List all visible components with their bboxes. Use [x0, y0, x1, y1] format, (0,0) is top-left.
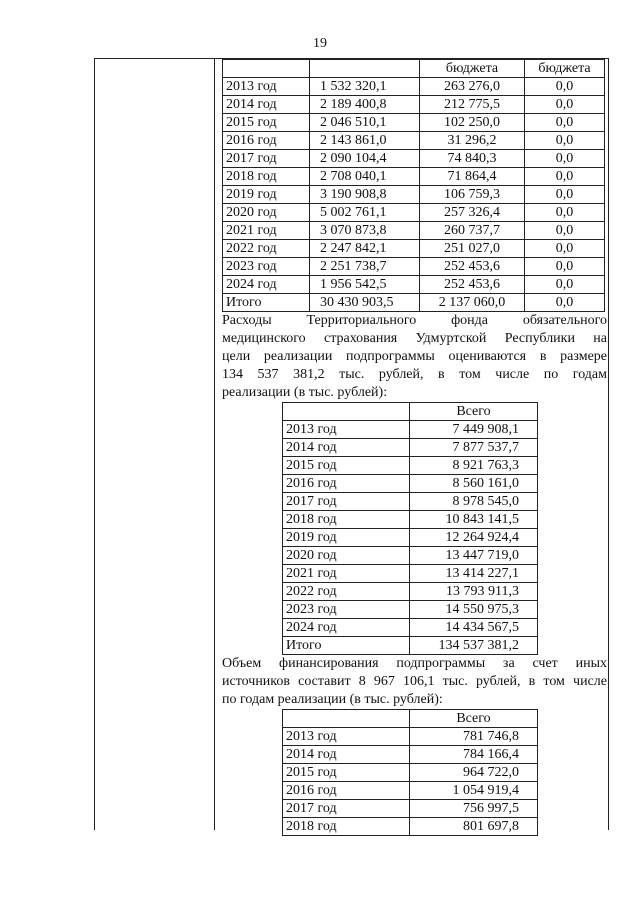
year-cell: 2014 год: [283, 746, 410, 764]
year-cell: 2022 год: [283, 583, 410, 601]
table-row: [223, 96, 605, 114]
document-frame: [94, 58, 609, 834]
year-cell: 2020 год: [283, 547, 410, 565]
year-cell: 2018 год: [283, 818, 410, 836]
table-cell: 0,0: [525, 168, 605, 186]
left-column: [95, 59, 215, 830]
table-cell: 2 137 060,0: [420, 294, 525, 312]
value-cell: 784 166,4: [410, 746, 538, 764]
paragraph-line: реализации (в тыс. рублей):: [222, 385, 388, 400]
table-cell: 2 247 842,1: [310, 240, 420, 258]
table-cell: 260 737,7: [420, 222, 525, 240]
table-cell: 0,0: [525, 78, 605, 96]
year-cell: 2024 год: [283, 619, 410, 637]
table-cell: 31 296,2: [420, 132, 525, 150]
table-row: [283, 439, 538, 457]
table-cell: 2017 год: [223, 150, 310, 168]
table-row: [223, 240, 605, 258]
value-cell: 964 722,0: [410, 764, 538, 782]
header-cell: бюджета: [525, 60, 605, 78]
table-row: [223, 150, 605, 168]
table-row: [283, 547, 538, 565]
value-cell: 13 447 719,0: [410, 547, 538, 565]
table-cell: 3 190 908,8: [310, 186, 420, 204]
table-cell: 2 251 738,7: [310, 258, 420, 276]
value-cell: 1 054 919,4: [410, 782, 538, 800]
table-row: [223, 204, 605, 222]
year-cell: 2021 год: [283, 565, 410, 583]
table-cell: 2016 год: [223, 132, 310, 150]
value-cell: 8 921 763,3: [410, 457, 538, 475]
header-cell: [223, 60, 310, 78]
table-row: [283, 619, 538, 637]
paragraph-line: медицинского страхования Удмуртской Республики на: [222, 331, 607, 346]
value-cell: 7 877 537,7: [410, 439, 538, 457]
table-row: [223, 276, 605, 294]
year-cell: 2015 год: [283, 457, 410, 475]
other-sources-table: [282, 709, 538, 836]
year-cell: 2016 год: [283, 782, 410, 800]
paragraph-line: 134 537 381,2 тыс. рублей, в том числе по годам: [222, 367, 607, 382]
table-cell: 0,0: [525, 294, 605, 312]
value-cell: 14 550 975,3: [410, 601, 538, 619]
header-cell: Всего: [410, 403, 538, 421]
value-cell: 7 449 908,1: [410, 421, 538, 439]
table-row: [283, 583, 538, 601]
fund-expenses-table: [282, 402, 538, 655]
value-cell: 12 264 924,4: [410, 529, 538, 547]
table-row: [283, 475, 538, 493]
table-cell: 0,0: [525, 258, 605, 276]
year-cell: 2015 год: [283, 764, 410, 782]
table-cell: 252 453,6: [420, 276, 525, 294]
table-cell: 2024 год: [223, 276, 310, 294]
year-cell: 2019 год: [283, 529, 410, 547]
header-cell: [283, 403, 410, 421]
table-cell: 2019 год: [223, 186, 310, 204]
value-cell: 14 434 567,5: [410, 619, 538, 637]
table-row: [283, 565, 538, 583]
table-row: [283, 782, 538, 800]
table-cell: 71 864,4: [420, 168, 525, 186]
expenses-paragraph: [222, 312, 607, 402]
table-row: [223, 186, 605, 204]
value-cell: 756 997,5: [410, 800, 538, 818]
header-cell: бюджета: [420, 60, 525, 78]
table-row: [283, 764, 538, 782]
table-cell: 0,0: [525, 204, 605, 222]
value-cell: 134 537 381,2: [410, 637, 538, 655]
table-cell: 0,0: [525, 222, 605, 240]
table-cell: 0,0: [525, 114, 605, 132]
value-cell: 8 560 161,0: [410, 475, 538, 493]
table-cell: 1 532 320,1: [310, 78, 420, 96]
table-row: [223, 78, 605, 96]
table-cell: 102 250,0: [420, 114, 525, 132]
value-cell: 13 793 911,3: [410, 583, 538, 601]
table-cell: 2 046 510,1: [310, 114, 420, 132]
table-header-row: [223, 60, 605, 78]
table-row: [223, 222, 605, 240]
year-cell: Итого: [283, 637, 410, 655]
table-row: [223, 114, 605, 132]
table-cell: 2 143 861,0: [310, 132, 420, 150]
table-row: [223, 258, 605, 276]
table-header-row: [283, 710, 538, 728]
table-cell: 0,0: [525, 276, 605, 294]
table-cell: 0,0: [525, 150, 605, 168]
table-row: [283, 457, 538, 475]
table-cell: 5 002 761,1: [310, 204, 420, 222]
value-cell: 801 697,8: [410, 818, 538, 836]
table-cell: 2013 год: [223, 78, 310, 96]
year-cell: 2013 год: [283, 421, 410, 439]
year-cell: 2017 год: [283, 800, 410, 818]
year-cell: 2017 год: [283, 493, 410, 511]
table-row: [283, 421, 538, 439]
table-cell: 106 759,3: [420, 186, 525, 204]
table-cell: 2021 год: [223, 222, 310, 240]
table-cell: 2014 год: [223, 96, 310, 114]
table-row: [283, 529, 538, 547]
header-cell: [310, 60, 420, 78]
paragraph-line: источников составит 8 967 106,1 тыс. рублей, в том числе: [222, 674, 607, 689]
table-cell: 2018 год: [223, 168, 310, 186]
table-cell: 2 708 040,1: [310, 168, 420, 186]
table-cell: 0,0: [525, 96, 605, 114]
header-cell: [283, 710, 410, 728]
table-cell: Итого: [223, 294, 310, 312]
table-cell: 2022 год: [223, 240, 310, 258]
paragraph-line: Объем финансирования подпрограммы за счет иных: [222, 656, 607, 671]
paragraph-line: по годам реализации (в тыс. рублей):: [222, 692, 443, 707]
table-cell: 263 276,0: [420, 78, 525, 96]
table-cell: 252 453,6: [420, 258, 525, 276]
budget-table: [222, 59, 605, 312]
table-cell: 74 840,3: [420, 150, 525, 168]
table-row: [283, 601, 538, 619]
table-cell: 1 956 542,5: [310, 276, 420, 294]
table-row: [283, 511, 538, 529]
value-cell: 781 746,8: [410, 728, 538, 746]
table-cell: 2 090 104,4: [310, 150, 420, 168]
table-row: [223, 168, 605, 186]
paragraph-line: цели реализации подпрограммы оцениваются в размере: [222, 349, 607, 364]
year-cell: 2023 год: [283, 601, 410, 619]
table-cell: 30 430 903,5: [310, 294, 420, 312]
year-cell: 2013 год: [283, 728, 410, 746]
year-cell: 2018 год: [283, 511, 410, 529]
table-cell: 2020 год: [223, 204, 310, 222]
table-cell: 0,0: [525, 240, 605, 258]
table-cell: 2015 год: [223, 114, 310, 132]
table-cell: 0,0: [525, 132, 605, 150]
table-cell: 2023 год: [223, 258, 310, 276]
value-cell: 8 978 545,0: [410, 493, 538, 511]
table-row: [283, 493, 538, 511]
table-cell: 3 070 873,8: [310, 222, 420, 240]
table-cell: 257 326,4: [420, 204, 525, 222]
table-cell: 251 027,0: [420, 240, 525, 258]
content-column: [222, 59, 607, 836]
table-row: [223, 294, 605, 312]
table-row: [283, 637, 538, 655]
other-sources-paragraph: [222, 655, 607, 709]
table-row: [283, 818, 538, 836]
paragraph-line: Расходы Территориального фонда обязательного: [222, 313, 607, 328]
page-number: 19: [313, 36, 327, 51]
table-cell: 212 775,5: [420, 96, 525, 114]
table-row: [283, 728, 538, 746]
year-cell: 2014 год: [283, 439, 410, 457]
value-cell: 13 414 227,1: [410, 565, 538, 583]
table-row: [283, 746, 538, 764]
value-cell: 10 843 141,5: [410, 511, 538, 529]
table-row: [283, 800, 538, 818]
table-cell: 2 189 400,8: [310, 96, 420, 114]
table-cell: 0,0: [525, 186, 605, 204]
table-header-row: [283, 403, 538, 421]
header-cell: Всего: [410, 710, 538, 728]
table-row: [223, 132, 605, 150]
year-cell: 2016 год: [283, 475, 410, 493]
